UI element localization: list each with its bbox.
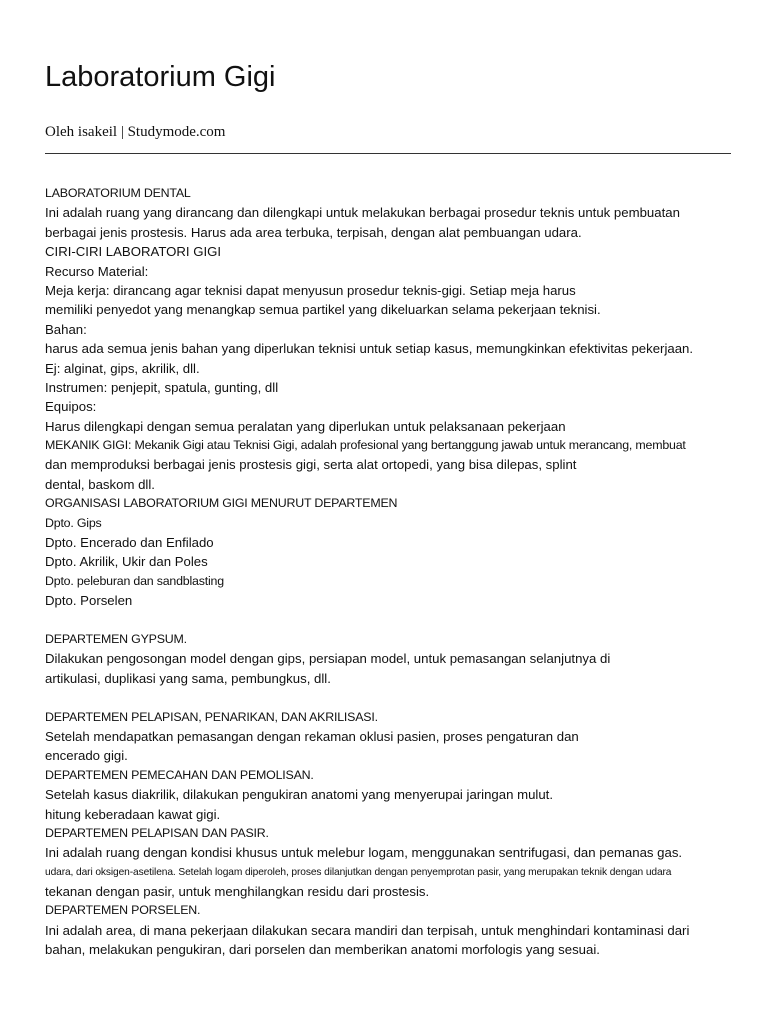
paragraph-line: memiliki penyedot yang menangkap semua partikel yang dikeluarkan selama pekerjaan teknisi. [45, 302, 601, 318]
paragraph-line: Ini adalah area, di mana pekerjaan dilakukan secara mandiri dan terpisah, untuk menghindari kontaminasi dari [45, 922, 690, 938]
paragraph-line: MEKANIK GIGI: Mekanik Gigi atau Teknisi Gigi, adalah profesional yang bertanggung jawab untuk merancang, membuat [45, 438, 686, 453]
blank-line [45, 611, 745, 630]
heading-departemen-porselen: DEPARTEMEN PORSELEN. [45, 903, 201, 918]
paragraph-line: Instrumen: penjepit, spatula, gunting, dll [45, 379, 279, 395]
paragraph-line: Harus dilengkapi dengan semua peralatan yang diperlukan untuk pelaksanaan pekerjaan [45, 418, 566, 434]
paragraph-line: Ini adalah ruang dengan kondisi khusus untuk melebur logam, menggunakan sentrifugasi, dan pemanas gas. [45, 845, 683, 861]
paragraph-line: Recurso Material: [45, 263, 149, 279]
blank-line [45, 688, 745, 707]
paragraph-line: Setelah mendapatkan pemasangan dengan rekaman oklusi pasien, proses pengaturan dan [45, 728, 579, 744]
paragraph-line: hitung keberadaan kawat gigi. [45, 806, 221, 822]
paragraph-line: Setelah kasus diakrilik, dilakukan pengukiran anatomi yang menyerupai jaringan mulut. [45, 787, 554, 803]
heading-departemen-gypsum: DEPARTEMEN GYPSUM. [45, 631, 187, 646]
paragraph-line: tekanan dengan pasir, untuk menghilangkan residu dari prostesis. [45, 884, 430, 900]
department-list-item: Dpto. Encerado dan Enfilado [45, 535, 214, 551]
department-list-item: Dpto. Porselen [45, 593, 133, 609]
paragraph-line: encerado gigi. [45, 748, 128, 764]
paragraph-line: Meja kerja: dirancang agar teknisi dapat menyusun prosedur teknis-gigi. Setiap meja harus [45, 282, 576, 298]
document-body [45, 184, 745, 960]
divider [45, 153, 731, 154]
paragraph-line: Equipos: [45, 399, 97, 415]
heading-laboratorium-dental: LABORATORIUM DENTAL [45, 186, 191, 200]
heading-departemen-pelapisan-penarikan: DEPARTEMEN PELAPISAN, PENARIKAN, DAN AKRILISASI. [45, 709, 378, 724]
page-title: Laboratorium Gigi [45, 61, 276, 93]
paragraph-line: Ini adalah ruang yang dirancang dan dilengkapi untuk melakukan berbagai prosedur teknis untuk pembuatan [45, 205, 680, 221]
paragraph-line: dan memproduksi berbagai jenis prostesis gigi, serta alat ortopedi, yang bisa dilepas, splint [45, 457, 577, 473]
paragraph-line: dental, baskom dll. [45, 476, 155, 492]
byline: Oleh isakeil | Studymode.com [45, 124, 226, 140]
paragraph-line: berbagai jenis prostesis. Harus ada area terbuka, terpisah, dengan alat pembuangan udara. [45, 224, 582, 240]
department-list-item: Dpto. Akrilik, Ukir dan Poles [45, 554, 208, 570]
heading-departemen-pelapisan-pasir: DEPARTEMEN PELAPISAN DAN PASIR. [45, 825, 269, 840]
department-list-item: Dpto. Gips [45, 515, 102, 530]
paragraph-line: bahan, melakukan pengukiran, dari porselen dan memberikan anatomi morfologis yang sesuai. [45, 942, 600, 958]
paragraph-line: artikulasi, duplikasi yang sama, pembungkus, dll. [45, 670, 331, 686]
heading-ciri-ciri: CIRI-CIRI LABORATORI GIGI [45, 244, 222, 260]
heading-organisasi: ORGANISASI LABORATORIUM GIGI MENURUT DEPARTEMEN [45, 496, 398, 511]
paragraph-line: harus ada semua jenis bahan yang diperlukan teknisi untuk setiap kasus, memungkinkan efektivitas pekerjaan. [45, 341, 694, 357]
paragraph-line: Bahan: [45, 321, 87, 337]
department-list-item: Dpto. peleburan dan sandblasting [45, 573, 224, 588]
paragraph-line: Ej: alginat, gips, akrilik, dll. [45, 360, 200, 376]
paragraph-line-small: udara, dari oksigen-asetilena. Setelah logam diperoleh, proses dilanjutkan dengan penyemprotan pasir, yang merupakan teknik dengan udara [45, 866, 672, 878]
heading-departemen-pemecahan: DEPARTEMEN PEMECAHAN DAN PEMOLISAN. [45, 767, 314, 782]
paragraph-line: Dilakukan pengosongan model dengan gips, persiapan model, untuk pemasangan selanjutnya di [45, 651, 611, 667]
